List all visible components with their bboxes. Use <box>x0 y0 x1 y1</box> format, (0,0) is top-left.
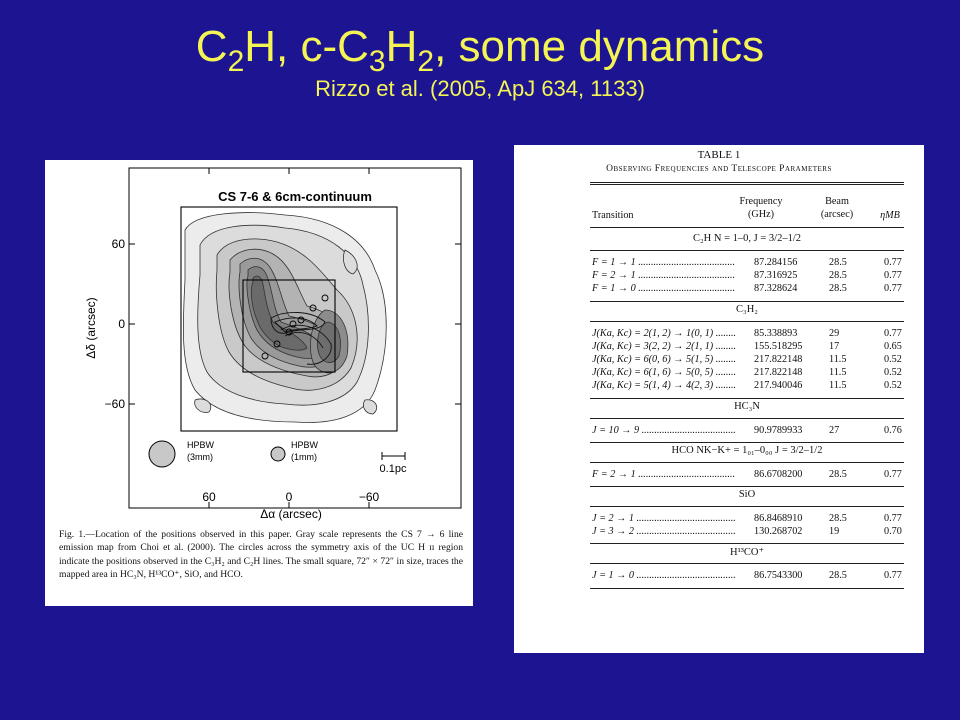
cell-beam: 28.5 <box>829 257 847 268</box>
cell-frequency: 87.316925 <box>754 270 798 282</box>
cell-transition: J(Ka, Kc) = 6(1, 6) → 5(0, 5) ........ <box>592 367 737 379</box>
beam-3mm-sublabel: (3mm) <box>187 452 213 462</box>
col-header-transition: Transition <box>592 210 634 221</box>
cell-eta: 0.77 <box>884 468 902 480</box>
table-row <box>590 341 904 354</box>
cell-frequency: 130.268702 <box>754 526 803 538</box>
cell-eta: 0.77 <box>884 513 902 524</box>
col-header-eta: ηMB <box>880 210 900 221</box>
cell-eta: 0.52 <box>884 367 902 379</box>
y-tick-label: −60 <box>104 397 125 411</box>
figure-panel <box>45 160 473 606</box>
cell-frequency: 86.6708200 <box>754 468 803 480</box>
cell-beam: 11.5 <box>829 380 847 392</box>
cell-eta: 0.52 <box>884 354 902 365</box>
cell-transition: J(Ka, Kc) = 3(2, 2) → 2(1, 1) ........ <box>592 340 737 352</box>
table-rule <box>590 227 904 228</box>
cell-beam: 28.5 <box>829 570 847 582</box>
cell-transition: J(Ka, Kc) = 6(0, 6) → 5(1, 5) ........ <box>592 354 737 365</box>
cell-eta: 0.70 <box>884 526 902 538</box>
table-section-header: SiO <box>738 489 756 500</box>
cell-eta: 0.76 <box>884 424 902 436</box>
table-row <box>590 513 904 526</box>
cell-transition: J = 10 → 9 ..................................... <box>592 424 736 436</box>
table-row <box>590 380 904 393</box>
table-rule <box>590 418 904 419</box>
cell-transition: F = 2 → 1 ...................................... <box>592 270 735 282</box>
table-row <box>590 354 904 367</box>
beam-1mm-sublabel: (1mm) <box>291 452 317 462</box>
table-row <box>590 469 904 482</box>
y-tick-label: 0 <box>118 317 125 331</box>
beam-3mm-label: HPBW <box>187 440 214 450</box>
cell-beam: 27 <box>829 424 840 436</box>
table-rule <box>590 184 904 185</box>
cell-eta: 0.77 <box>884 570 902 582</box>
table-rule <box>590 486 904 487</box>
table-section-header: HC₃N <box>734 400 760 412</box>
table-section-header: H¹³CO⁺ <box>729 547 764 559</box>
cell-transition: J = 2 → 1 ....................................... <box>592 513 736 524</box>
cell-beam: 11.5 <box>829 354 847 365</box>
cell-beam: 28.5 <box>829 283 847 295</box>
caption-label: Fig. 1. <box>59 529 86 540</box>
table-row <box>590 328 904 341</box>
cell-beam: 29 <box>829 327 840 339</box>
cell-transition: J = 3 → 2 ....................................... <box>592 526 736 538</box>
table-section-header: HCO NK−K+ = 1₀₁–0₀₀ J = 3/2–1/2 <box>671 444 823 456</box>
table-row <box>590 270 904 283</box>
cell-beam: 28.5 <box>829 513 847 524</box>
figure-caption <box>59 528 463 581</box>
scale-bar-label: 0.1pc <box>379 463 407 475</box>
y-axis-label: Δδ (arcsec) <box>84 297 98 359</box>
col-header-frequency: Frequency (GHz) <box>739 196 783 220</box>
cell-frequency: 155.518295 <box>754 340 803 352</box>
cell-beam: 17 <box>829 340 840 352</box>
beam-1mm-circle <box>271 447 285 461</box>
table-row <box>590 425 904 438</box>
table-rule <box>590 301 904 302</box>
cell-beam: 28.5 <box>829 468 847 480</box>
col-header-beam: Beam (arcsec) <box>820 196 854 220</box>
cell-eta: 0.77 <box>884 270 902 282</box>
scale-bar <box>382 452 405 460</box>
x-axis-label: Δα (arcsec) <box>260 507 322 521</box>
table-row <box>590 367 904 380</box>
cell-frequency: 87.284156 <box>754 257 798 268</box>
cell-beam: 19 <box>829 526 840 538</box>
table-section-header: C₃H₂ <box>736 303 758 315</box>
cell-beam: 28.5 <box>829 270 847 282</box>
table-rule <box>590 250 904 251</box>
table-caption: TABLE 1 <box>697 149 741 161</box>
table-row <box>590 526 904 539</box>
table-row <box>590 570 904 583</box>
beam-1mm-label: HPBW <box>291 440 318 450</box>
table-rule <box>590 442 904 443</box>
caption-text: —Location of the positions observed in this paper. Gray scale represents the CS 7 → 6 line emission map from Choi et al. (2000). The circles across the symmetry axis of the UC H ɪɪ region indicate the positions observed in the C₃H₂ and C₂H lines. The small square, 72″ × 72″ in size, traces the mapped area in HC₃N, H¹³CO⁺, SiO, and HCO. <box>59 529 463 580</box>
cell-eta: 0.52 <box>884 380 902 392</box>
x-tick-label: 0 <box>285 490 293 504</box>
cell-eta: 0.77 <box>884 283 902 295</box>
cell-eta: 0.77 <box>884 327 902 339</box>
cell-beam: 11.5 <box>829 367 847 379</box>
cell-frequency: 86.8468910 <box>754 513 803 524</box>
table-row <box>590 257 904 270</box>
slide-title: $C_2H$, $c-C_3H_2$, some dynamics <box>195 22 765 78</box>
cell-frequency: 217.822148 <box>754 354 803 365</box>
cell-transition: J = 1 → 0 ....................................... <box>592 570 736 582</box>
table-row <box>590 283 904 296</box>
cell-frequency: 217.822148 <box>754 367 803 379</box>
table-rule <box>590 543 904 544</box>
table-rule <box>590 462 904 463</box>
table-rule <box>590 321 904 322</box>
table-rule <box>590 182 904 183</box>
table-panel <box>514 145 924 653</box>
cell-transition: F = 1 → 0 ...................................... <box>592 283 735 295</box>
cell-transition: J(Ka, Kc) = 2(1, 2) → 1(0, 1) ........ <box>592 327 737 339</box>
cell-transition: J(Ka, Kc) = 5(1, 4) → 4(2, 3) ........ <box>592 380 737 392</box>
cell-eta: 0.77 <box>884 257 902 268</box>
plot-title: CS 7-6 & 6cm-continuum <box>218 189 372 204</box>
cell-frequency: 85.338893 <box>754 327 798 339</box>
table-rule <box>590 563 904 564</box>
x-tick-label: −60 <box>358 490 380 504</box>
table-rule <box>590 506 904 507</box>
table-rule <box>590 588 904 589</box>
cell-transition: F = 1 → 1 ...................................... <box>592 257 735 268</box>
cell-transition: F = 2 → 1 ...................................... <box>592 468 735 480</box>
cell-frequency: 86.7543300 <box>754 570 803 582</box>
cell-frequency: 87.328624 <box>754 283 798 295</box>
x-tick-label: 60 <box>202 490 216 504</box>
table-section-header: C₂H N = 1–0, J = 3/2–1/2 <box>693 233 801 244</box>
slide-subtitle: Rizzo et al. (2005, ApJ 634, 1133) <box>315 76 645 101</box>
cell-eta: 0.65 <box>884 340 902 352</box>
y-tick-label: 60 <box>111 237 125 251</box>
table-subtitle: Observing Frequencies and Telescope Parameters <box>606 164 832 174</box>
contour-levels <box>183 213 386 423</box>
cell-frequency: 217.940046 <box>754 380 803 392</box>
table-rule <box>590 398 904 399</box>
cell-frequency: 90.9789933 <box>754 424 803 436</box>
beam-3mm-circle <box>149 441 175 467</box>
